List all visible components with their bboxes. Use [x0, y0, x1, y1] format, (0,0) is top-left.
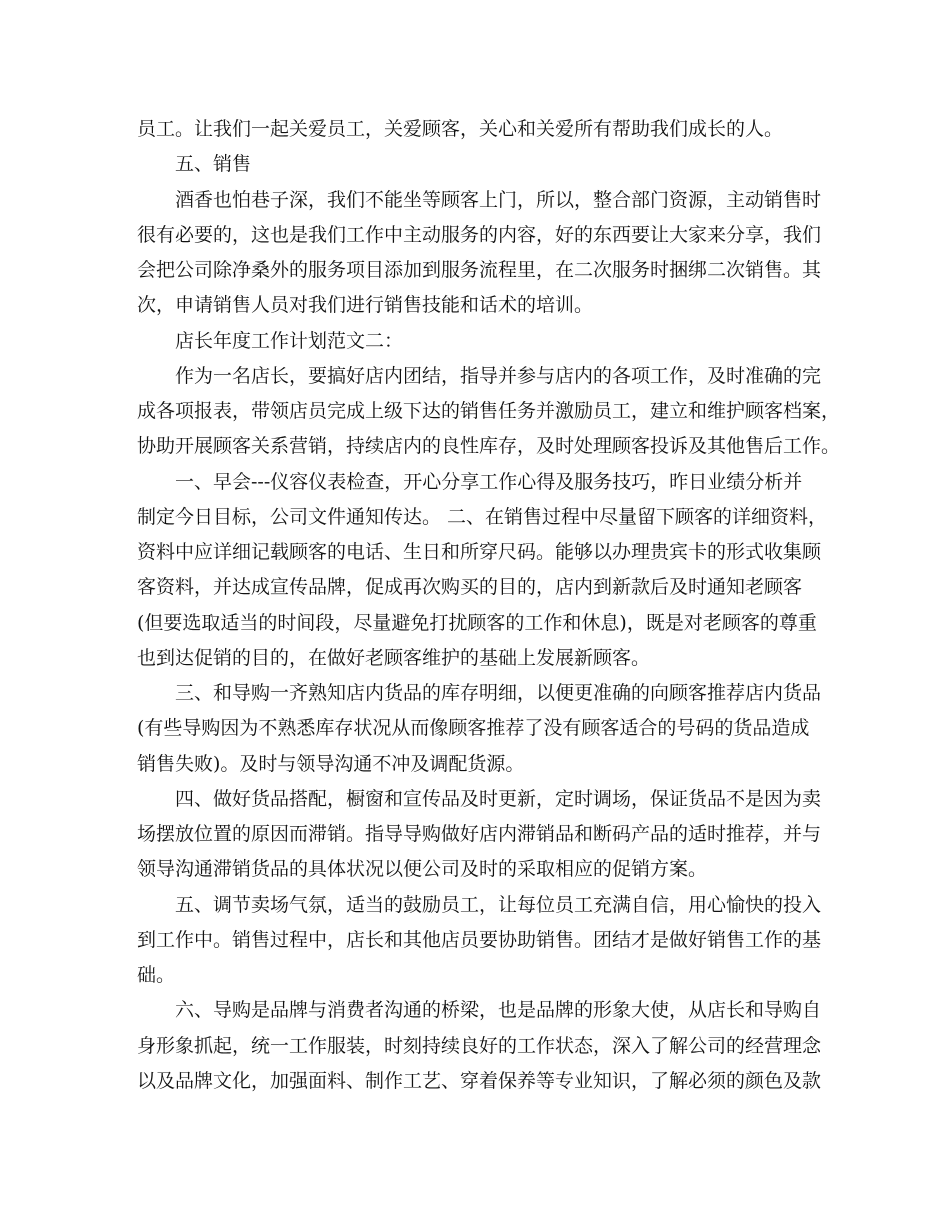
- text-line: 础。: [137, 964, 176, 986]
- section-heading: 五、销售: [175, 153, 252, 175]
- text-line: 会把公司除净桑外的服务项目添加到服务流程里，在二次服务时捆绑二次销售。其: [137, 259, 822, 281]
- text-line: 场摆放位置的原因而滞销。指导导购做好店内滞销品和断码产品的适时推荐，并与: [137, 823, 822, 845]
- text-line: 身形象抓起，统一工作服装，时刻持续良好的工作状态，深入了解公司的经营理念: [137, 1035, 822, 1057]
- text-line: 到工作中。销售过程中，店长和其他店员要协助销售。团结才是做好销售工作的基: [137, 929, 822, 951]
- text-line: 领导沟通滞销货品的具体状况以便公司及时的采取相应的促销方案。: [137, 858, 708, 880]
- text-line: 制定今日目标，公司文件通知传达。 二、在销售过程中尽量留下顾客的详细资料，: [137, 506, 828, 528]
- text-line: 一、早会---仪容仪表检查，开心分享工作心得及服务技巧，昨日业绩分析并: [175, 471, 803, 493]
- text-line: 四、做好货品搭配，橱窗和宣传品及时更新，定时调场，保证货品不是因为卖: [175, 788, 822, 810]
- text-line: 很有必要的，这也是我们工作中主动服务的内容，好的东西要让大家来分享，我们: [137, 224, 822, 246]
- text-line: 资料中应详细记载顾客的电话、生日和所穿尺码。能够以办理贵宾卡的形式收集顾: [137, 541, 822, 563]
- text-line: (但要选取适当的时间段，尽量避免打扰顾客的工作和休息)，既是对老顾客的尊重: [137, 612, 817, 634]
- text-line: 作为一名店长，要搞好店内团结，指导并参与店内的各项工作，及时准确的完: [175, 365, 822, 387]
- text-line: 也到达促销的目的，在做好老顾客维护的基础上发展新顾客。: [137, 647, 651, 669]
- text-line: 成各项报表，带领店员完成上级下达的销售任务并激励员工，建立和维护顾客档案，: [137, 400, 841, 422]
- text-line: 协助开展顾客关系营销，持续店内的良性库存，及时处理顾客投诉及其他售后工作。: [137, 435, 841, 457]
- text-line: (有些导购因为不熟悉库存状况从而像顾客推荐了没有顾客适合的号码的货品造成: [137, 717, 810, 739]
- text-line: 五、调节卖场气氛，适当的鼓励员工，让每位员工充满自信，用心愉快的投入: [175, 894, 822, 916]
- text-line: 以及品牌文化，加强面料、制作工艺、穿着保养等专业知识，了解必须的颜色及款: [137, 1070, 822, 1092]
- section-heading: 店长年度工作计划范文二：: [175, 330, 404, 352]
- text-line: 销售失败)。及时与领导沟通不冲及调配货源。: [137, 753, 525, 775]
- text-line: 员工。让我们一起关爱员工，关爱顾客，关心和关爱所有帮助我们成长的人。: [137, 118, 784, 140]
- text-line: 客资料，并达成宣传品牌，促成再次购买的目的，店内到新款后及时通知老顾客: [137, 576, 803, 598]
- text-line: 三、和导购一齐熟知店内货品的库存明细，以便更准确的向顾客推荐店内货品: [175, 682, 822, 704]
- text-line: 次，申请销售人员对我们进行销售技能和话术的培训。: [137, 294, 594, 316]
- text-line: 酒香也怕巷子深，我们不能坐等顾客上门，所以，整合部门资源，主动销售时: [175, 189, 822, 211]
- text-line: 六、导购是品牌与消费者沟通的桥梁，也是品牌的形象大使，从店长和导购自: [175, 999, 822, 1021]
